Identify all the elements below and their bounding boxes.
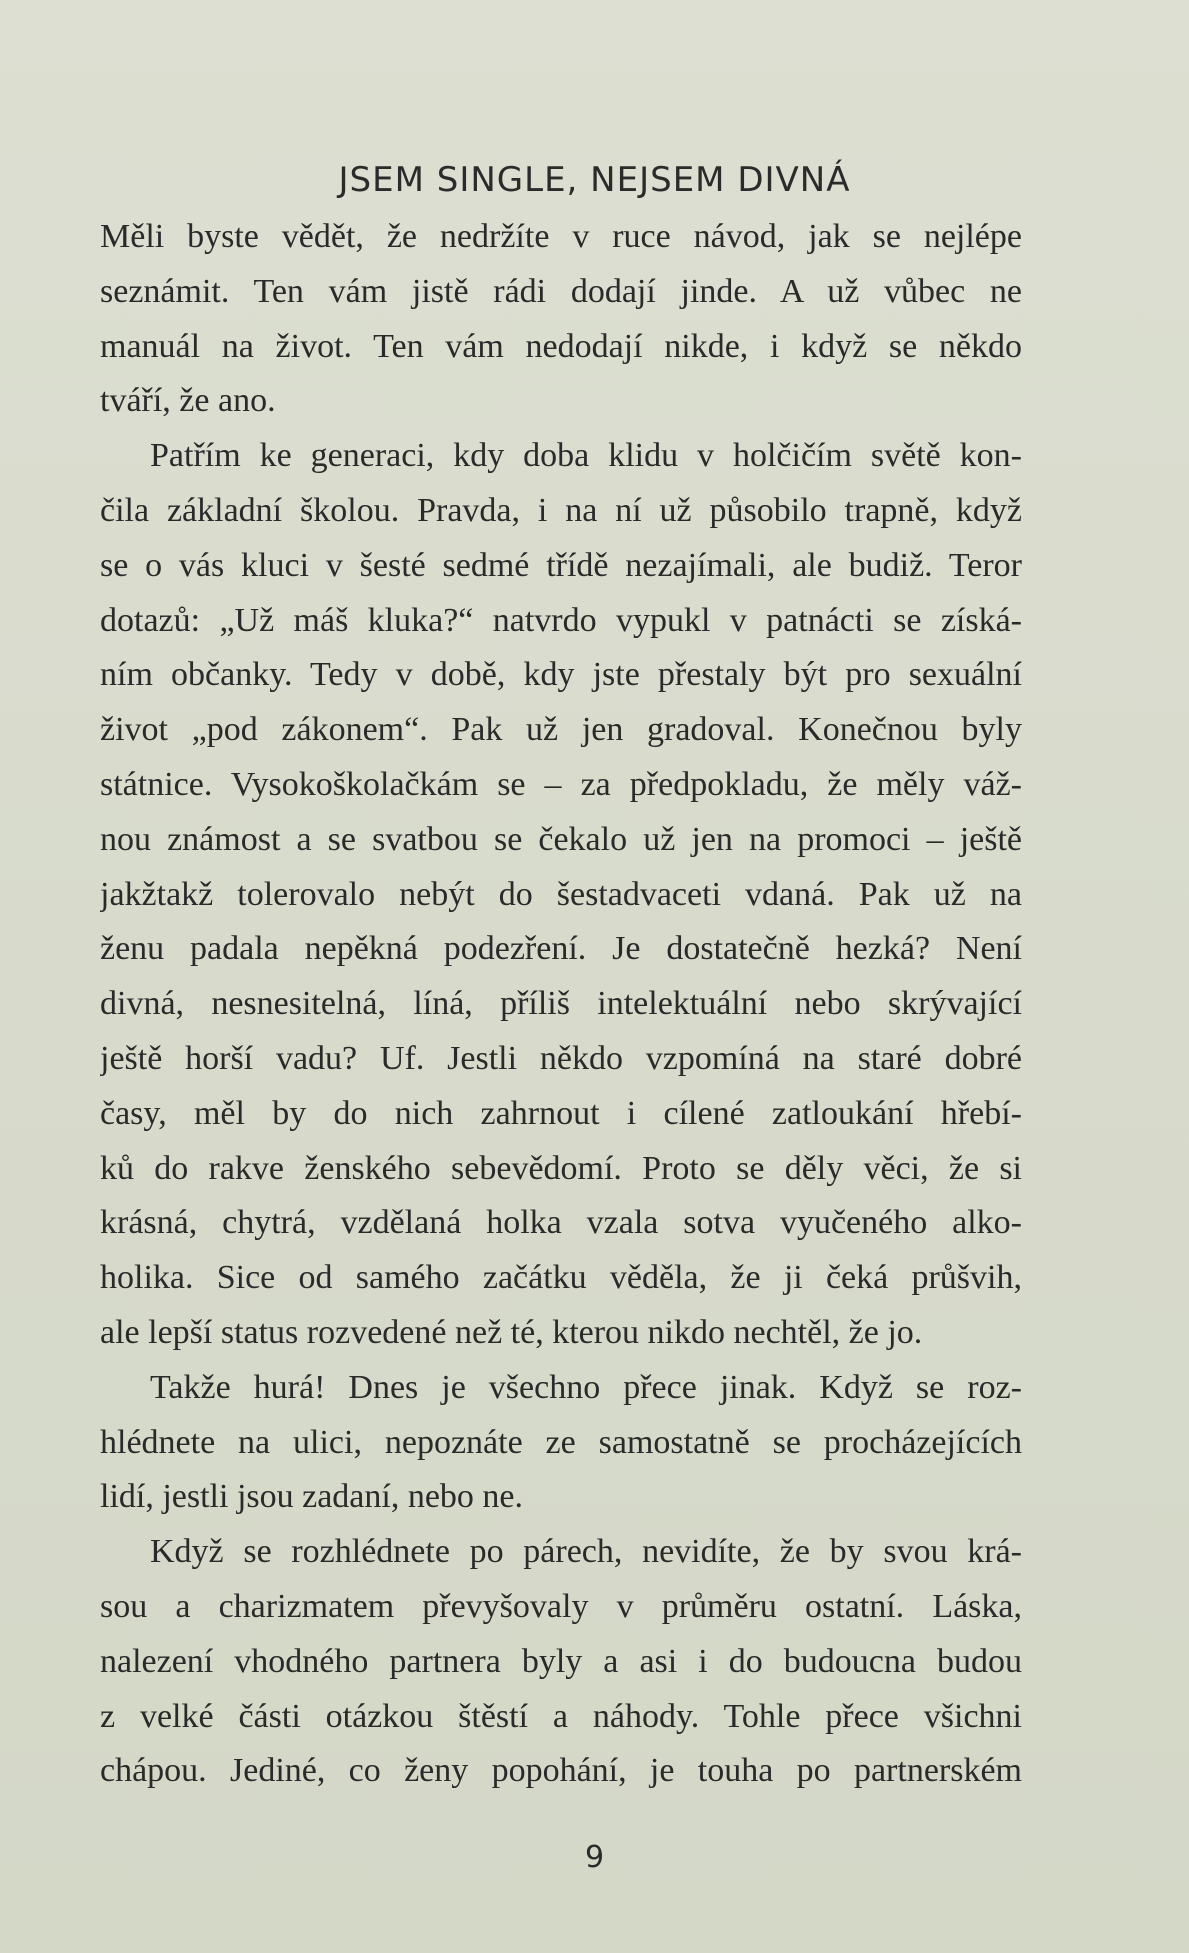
text-line: Takže hurá! Dnes je všechno přece jinak. Když se roz- <box>150 1368 1022 1406</box>
text-line: nalezení vhodného partnera byly a asi i do budoucna budou <box>100 1642 1022 1680</box>
text-line: čila základní školou. Pravda, i na ní už působilo trapně, když <box>100 491 1022 529</box>
text-line: tváří, že ano. <box>100 382 276 420</box>
text-line: krásná, chytrá, vzdělaná holka vzala sotva vyučeného alko- <box>100 1204 1022 1242</box>
text-line: ženu padala nepěkná podezření. Je dostatečně hezká? Není <box>100 930 1022 968</box>
text-line: ještě horší vadu? Uf. Jestli někdo vzpomíná na staré dobré <box>100 1039 1022 1077</box>
body-text <box>100 210 1022 1799</box>
text-line: manuál na život. Ten vám nedodají nikde, i když se někdo <box>100 327 1022 365</box>
text-line: jakžtakž tolerovalo nebýt do šestadvaceti vdaná. Pak už na <box>100 875 1022 913</box>
text-line: sou a charizmatem převyšovaly v průměru ostatní. Láska, <box>100 1587 1022 1625</box>
text-line: holika. Sice od samého začátku věděla, že ji čeká průšvih, <box>100 1259 1022 1297</box>
text-line: časy, měl by do nich zahrnout i cílené zatloukání hřebí- <box>100 1094 1022 1132</box>
text-line: ním občanky. Tedy v době, kdy jste přestaly být pro sexuální <box>100 656 1022 694</box>
text-line: chápou. Jediné, co ženy popohání, je touha po partnerském <box>100 1752 1022 1790</box>
text-line: seznámit. Ten vám jistě rádi dodají jinde. A už vůbec ne <box>100 272 1022 310</box>
text-line: divná, nesnesitelná, líná, příliš intelektuální nebo skrývající <box>100 985 1022 1023</box>
text-line: Patřím ke generaci, kdy doba klidu v holčičím světě kon- <box>150 437 1022 475</box>
text-line: se o vás kluci v šesté sedmé třídě nezajímali, ale budiž. Teror <box>100 546 1022 584</box>
text-line: Když se rozhlédnete po párech, nevidíte, že by svou krá- <box>150 1533 1022 1571</box>
text-line: život „pod zákonem“. Pak už jen gradoval. Konečnou byly <box>100 711 1022 749</box>
text-line: ale lepší status rozvedené než té, kterou nikdo nechtěl, že jo. <box>100 1313 923 1351</box>
text-line: hlédnete na ulici, nepoznáte ze samostatně se procházejících <box>100 1423 1022 1461</box>
text-line: dotazů: „Už máš kluka?“ natvrdo vypukl v patnácti se získá- <box>100 601 1022 639</box>
text-line: ků do rakve ženského sebevědomí. Proto se děly věci, že si <box>100 1149 1022 1187</box>
text-line: z velké části otázkou štěstí a náhody. Tohle přece všichni <box>100 1697 1022 1735</box>
text-line: nou známost a se svatbou se čekalo už jen na promoci – ještě <box>100 820 1022 858</box>
text-line: Měli byste vědět, že nedržíte v ruce návod, jak se nejlépe <box>100 218 1022 255</box>
running-head: JSEM SINGLE, NEJSEM DIVNÁ <box>338 160 851 200</box>
page-number: 9 <box>584 1840 605 1875</box>
text-line: státnice. Vysokoškolačkám se – za předpokladu, že měly váž- <box>100 765 1022 803</box>
text-line: lidí, jestli jsou zadaní, nebo ne. <box>100 1478 524 1516</box>
